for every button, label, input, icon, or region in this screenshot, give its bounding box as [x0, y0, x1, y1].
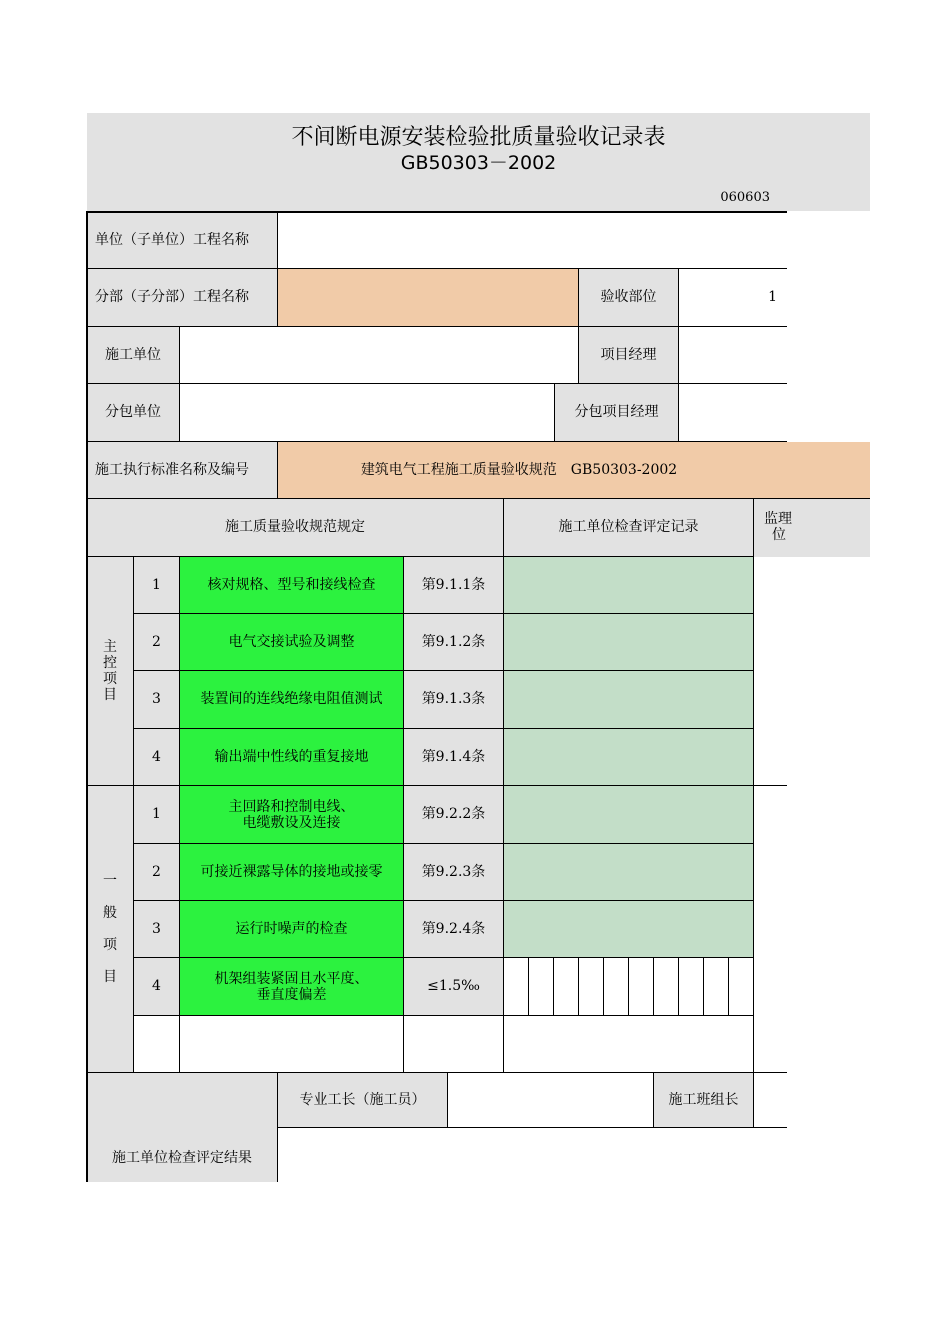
general-item-clause: ≤1.5‰ — [404, 958, 504, 1016]
acceptance-part-field[interactable]: 1 — [679, 269, 787, 327]
subcontract-manager-field[interactable] — [679, 384, 787, 442]
foreman-field[interactable] — [448, 1073, 654, 1128]
main-item-record[interactable] — [504, 614, 754, 671]
main-item-no: 2 — [134, 614, 180, 671]
construction-unit-label: 施工单位 — [87, 327, 180, 384]
measurement-cell[interactable] — [654, 958, 679, 1016]
construction-unit-field[interactable] — [180, 327, 579, 384]
form-title: 不间断电源安装检验批质量验收记录表 — [291, 125, 666, 150]
exec-standard-value: 建筑电气工程施工质量验收规范 GB50303-2002 — [278, 442, 870, 499]
main-item-clause: 第9.1.2条 — [404, 614, 504, 671]
foreman-label: 专业工长（施工员） — [278, 1073, 448, 1128]
main-item-no: 3 — [134, 671, 180, 729]
general-item-record[interactable] — [504, 901, 754, 958]
supervision-header-line1: 监理 — [764, 511, 792, 527]
general-item-text: 主回路和控制电线、 电缆敷设及连接 — [180, 786, 404, 844]
main-item-no: 1 — [134, 557, 180, 614]
project-manager-label: 项目经理 — [579, 327, 679, 384]
subcontract-manager-label: 分包项目经理 — [555, 384, 679, 442]
measurement-cell[interactable] — [529, 958, 554, 1016]
general-item-text: 运行时噪声的检查 — [180, 901, 404, 958]
main-item-no: 4 — [134, 729, 180, 786]
team-leader-field[interactable] — [754, 1073, 787, 1128]
unit-project-label: 单位（子单位）工程名称 — [87, 212, 278, 269]
general-supervision-field[interactable] — [754, 786, 787, 1073]
measurement-cell[interactable] — [604, 958, 629, 1016]
general-item-no: 3 — [134, 901, 180, 958]
main-item-text: 装置间的连线绝缘电阻值测试 — [180, 671, 404, 729]
table-top-border — [86, 211, 787, 213]
measurement-cell[interactable] — [729, 958, 754, 1016]
supervision-header-line2: 位 — [772, 527, 786, 543]
subcontract-unit-field[interactable] — [180, 384, 555, 442]
main-item-record[interactable] — [504, 729, 754, 786]
measurement-cell[interactable] — [554, 958, 579, 1016]
measurement-cell[interactable] — [704, 958, 729, 1016]
table-left-border — [86, 211, 88, 1182]
measurement-cell[interactable] — [504, 958, 529, 1016]
general-item-text: 可接近裸露导体的接地或接零 — [180, 844, 404, 901]
result-label: 施工单位检查评定结果 — [87, 1073, 278, 1182]
measurement-cell[interactable] — [679, 958, 704, 1016]
form-code: 060603 — [720, 190, 770, 205]
standard-number: GB50303－2002 — [400, 152, 557, 174]
sub-project-label: 分部（子分部）工程名称 — [87, 269, 278, 327]
subcontract-unit-label: 分包单位 — [87, 384, 180, 442]
acceptance-part-label: 验收部位 — [579, 269, 679, 327]
exec-standard-label: 施工执行标准名称及编号 — [87, 442, 278, 499]
supervision-header — [754, 499, 870, 557]
general-item-no: 4 — [134, 958, 180, 1016]
measurement-cell[interactable] — [579, 958, 604, 1016]
result-field[interactable] — [278, 1128, 787, 1182]
measurement-cell[interactable] — [629, 958, 654, 1016]
main-supervision-field[interactable] — [754, 557, 787, 786]
general-item-clause: 第9.2.4条 — [404, 901, 504, 958]
main-item-text: 电气交接试验及调整 — [180, 614, 404, 671]
main-item-clause: 第9.1.3条 — [404, 671, 504, 729]
main-item-clause: 第9.1.1条 — [404, 557, 504, 614]
main-item-clause: 第9.1.4条 — [404, 729, 504, 786]
general-item-no: 1 — [134, 786, 180, 844]
project-manager-field[interactable] — [679, 327, 787, 384]
unit-project-field[interactable] — [278, 212, 787, 269]
general-item-no: 2 — [134, 844, 180, 901]
empty-clause-cell[interactable] — [404, 1016, 504, 1073]
team-leader-label: 施工班组长 — [654, 1073, 754, 1128]
spec-header: 施工质量验收规范规定 — [87, 499, 504, 557]
empty-no-cell[interactable] — [134, 1016, 180, 1073]
general-item-record[interactable] — [504, 786, 754, 844]
main-control-label: 主 控 项 目 — [87, 557, 134, 786]
empty-record-cell[interactable] — [504, 1016, 754, 1073]
general-label: 一 般 项 目 — [87, 786, 134, 1073]
record-header: 施工单位检查评定记录 — [504, 499, 754, 557]
main-item-text: 核对规格、型号和接线检查 — [180, 557, 404, 614]
empty-text-cell[interactable] — [180, 1016, 404, 1073]
general-item-record[interactable] — [504, 844, 754, 901]
main-item-record[interactable] — [504, 557, 754, 614]
sub-project-field[interactable] — [278, 269, 579, 327]
main-item-record[interactable] — [504, 671, 754, 729]
general-item-clause: 第9.2.3条 — [404, 844, 504, 901]
general-item-text: 机架组装紧固且水平度、 垂直度偏差 — [180, 958, 404, 1016]
main-item-text: 输出端中性线的重复接地 — [180, 729, 404, 786]
general-item-clause: 第9.2.2条 — [404, 786, 504, 844]
